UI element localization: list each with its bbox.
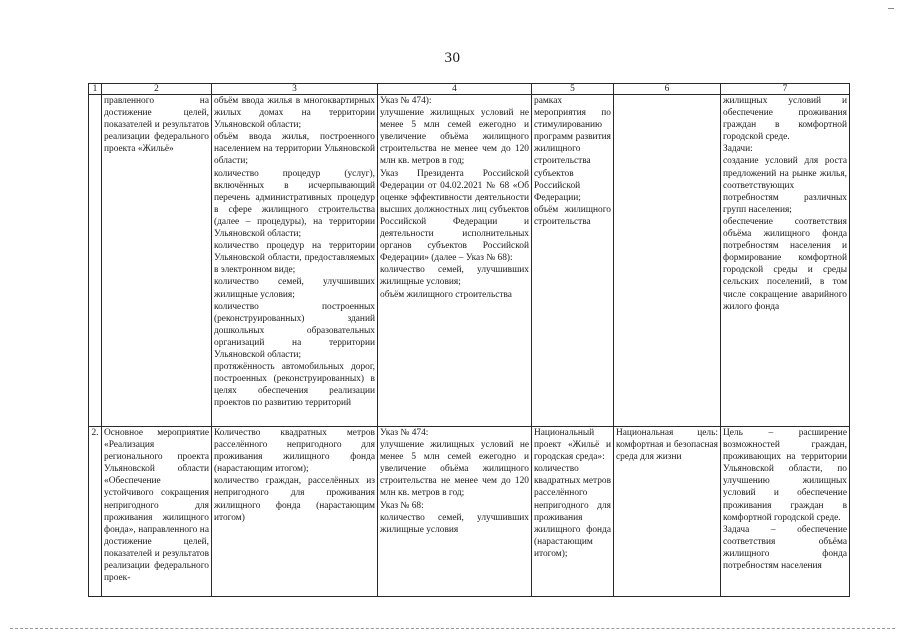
state-program-cell: Цель – расширение возможностей граждан, проживающих на территории Ульяновской области, по улучшению жилищных условий и обеспечение проживания граждан в комфортной городской среде. Задача – обеспечение соответствия объёма жилищного фонда потребностям населения (721, 427, 850, 597)
column-header: 1 (89, 84, 102, 95)
scan-corner-mark (888, 8, 894, 13)
national-goal-cell (614, 95, 721, 427)
decree-cell: Указ № 474): улучшение жилищных условий не менее 5 млн семей ежегодно и увеличение объёма жилищного строительства не менее чем до 120 млн кв. метров в год; Указ Президента Российской Федерации от 04.02.2021 № 68 «Об оценке эффективности деятельности высших должностных лиц субъектов Российской Федерации и деятельности исполнительных органов субъектов Российской Федерации» (далее – Указ № 68): количество семей, улучшивших жилищные условия; объём жилищного строительства (378, 95, 532, 427)
table-header-row (89, 84, 850, 95)
national-project-cell: рамках мероприятия по стимулированию программ развития жилищного строительства субъектов Российской Федерации; объём жилищного строительства (532, 95, 614, 427)
event-cell: Основное мероприятие «Реализация регионального проекта Ульяновской области «Обеспечение устойчивого сокращения непригодного для проживания жилищного фонда», направленного на достижение целей, показателей и результатов реализации федерального проек- (102, 427, 212, 597)
indicators-cell: объём ввода жилья в многоквартирных жилых домах на территории Ульяновской области; объём ввода жилья, построенного населением на территории Ульяновской области; количество процедур (услуг), включённых в исчерпывающий перечень административных процедур в сфере жилищного строительства (далее – процедуры), на территории Ульяновской области; количество процедур на территории Ульяновской области, предоставляемых в электронном виде; количество семей, улучшивших жилищные условия; количество построенных (реконструированных) зданий дошкольных образовательных организаций на территории Ульяновской области; протяжённость автомобильных дорог, построенных (реконструированных) в целях обеспечения реализации проектов по развитию территорий (212, 95, 378, 427)
state-program-cell: жилищных условий и обеспечение проживания граждан в комфортной городской среде. Задачи: создание условий для роста предложений на рынке жилья, соответствующих потребностям различных групп населения; обеспечение соответствия объёма жилищного фонда потребностям населения и формирование комфортной городской среды и среды сельских поселений, в том числе сокращение аварийного жилого фонда (721, 95, 850, 427)
event-cell: правленного на достижение целей, показателей и результатов реализации федерального проекта «Жильё» (102, 95, 212, 427)
column-header: 6 (614, 84, 721, 95)
column-header: 2 (102, 84, 212, 95)
page-number: 30 (444, 50, 461, 66)
row-number: 2. (89, 427, 102, 597)
table-row (89, 95, 850, 427)
row-number (89, 95, 102, 427)
column-header: 7 (721, 84, 850, 95)
column-header: 4 (378, 84, 532, 95)
table-row (89, 427, 850, 597)
scan-bottom-edge (10, 628, 895, 629)
decree-cell: Указ № 474: улучшение жилищных условий не менее 5 млн семей ежегодно и увеличение объёма жилищного строительства не менее чем до 120 млн кв. метров в год; Указ № 68: количество семей, улучшивших жилищные условия (378, 427, 532, 597)
national-goal-cell: Национальная цель: комфортная и безопасная среда для жизни (614, 427, 721, 597)
column-header: 5 (532, 84, 614, 95)
indicators-cell: Количество квадратных метров расселённого непригодного для проживания жилищного фонда (нарастающим итогом); количество граждан, расселённых из непригодного для проживания жилищного фонда (нарастающим итогом) (212, 427, 378, 597)
column-header: 3 (212, 84, 378, 95)
national-project-cell: Национальный проект «Жильё и городская среда»: количество квадратных метров расселённого непригодного для проживания жилищного фонда (нарастающим итогом); (532, 427, 614, 597)
document-table (88, 83, 850, 597)
